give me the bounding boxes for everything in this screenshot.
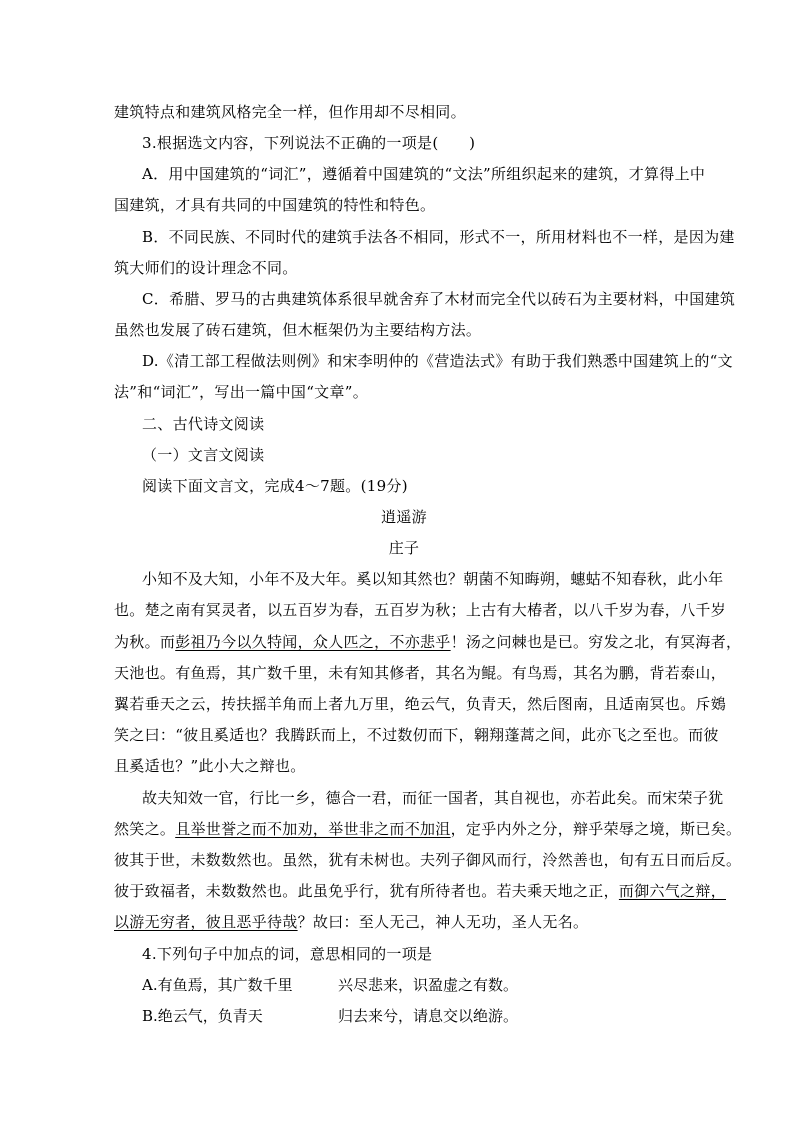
passage-line: 彼于致福者，未数数然也。此虽免乎行，犹有所待者也。若夫乘天地之正，而御六气之辩，	[114, 882, 727, 900]
passage-line: 笑之曰：“彼且奚适也？我腾跃而上，不过数仞而下，翱翔蓬蒿之间，此亦飞之至也。而彼	[114, 726, 719, 744]
option-left: B.绝云气，负青天	[142, 1007, 263, 1025]
subsection-heading: （一）文言文阅读	[142, 446, 265, 464]
underlined-sentence: 以游无穷者，彼且恶乎待哉	[114, 913, 298, 931]
question-4-stem: 4.下列句子中加点的词，意思相同的一项是	[142, 945, 433, 963]
passage-author: 庄子	[388, 539, 420, 557]
passage-line: 故夫知效一官，行比一乡，德合一君，而征一国者，其自视也，亦若此矣。而宋荣子犹	[142, 789, 724, 807]
underlined-sentence: 而御六气之辩，	[618, 882, 727, 900]
option-right: 兴尽悲来，识盈虚之有数。	[338, 976, 519, 994]
option-a-line-1: A．用中国建筑的“词汇”，遵循着中国建筑的“文法”所组织起来的建筑，才算得上中	[142, 165, 706, 183]
reading-instruction: 阅读下面文言文，完成4～7题。(19分)	[142, 477, 408, 495]
passage-line: 天池也。有鱼焉，其广数千里，未有知其修者，其名为鲲。有鸟焉，其名为鹏，背若泰山，	[114, 664, 727, 682]
option-c-line-2: 虽然也发展了砖石建筑，但木框架仍为主要结构方法。	[114, 321, 482, 339]
passage-line: 为秋。而彭祖乃今以久特闻，众人匹之，不亦悲乎！汤之问棘也是已。穷发之北，有冥海者，	[114, 633, 742, 651]
passage-line: 彼其于世，未数数然也。虽然，犹有未树也。夫列子御风而行，泠然善也，旬有五日而后反。	[114, 851, 742, 869]
question-4-option-b	[142, 1006, 694, 1026]
question-4-option-a	[142, 975, 694, 995]
option-d-line-1: D.《清工部工程做法则例》和宋李明仲的《营造法式》有助于我们熟悉中国建筑上的“文	[142, 352, 733, 370]
underlined-sentence: 且举世誉之而不加劝，举世非之而不加沮	[175, 820, 451, 838]
option-right: 归去来兮，请息交以绝游。	[338, 1007, 519, 1025]
passage-line: 以游无穷者，彼且恶乎待哉？故曰：至人无己，神人无功，圣人无名。	[114, 913, 589, 931]
underlined-sentence: 彭祖乃今以久特闻，众人匹之，不亦悲乎	[175, 633, 451, 651]
passage-line: 且奚适也？”此小大之辩也。	[114, 757, 306, 775]
option-a-line-2: 国建筑，才具有共同的中国建筑的特性和特色。	[114, 196, 436, 214]
passage-title: 逍遥游	[381, 508, 427, 526]
option-b-line-1: B．不同民族、不同时代的建筑手法各不相同，形式不一，所用材料也不一样，是因为建	[142, 228, 735, 246]
option-d-line-2: 法”和“词汇”，写出一篇中国“文章”。	[114, 383, 369, 401]
passage-line: 然笑之。且举世誉之而不加劝，举世非之而不加沮，定乎内外之分，辩乎荣辱之境，斯已矣。	[114, 820, 742, 838]
text-line: 建筑特点和建筑风格完全一样，但作用却不尽相同。	[114, 103, 466, 121]
option-left: A.有鱼焉，其广数千里	[142, 976, 293, 994]
section-heading: 二、古代诗文阅读	[142, 415, 265, 433]
question-3-stem: 3.根据选文内容，下列说法不正确的一项是( )	[142, 134, 476, 152]
option-c-line-1: C．希腊、罗马的古典建筑体系很早就舍弃了木材而完全代以砖石为主要材料，中国建筑	[142, 290, 736, 308]
passage-line: 翼若垂天之云，抟扶摇羊角而上者九万里，绝云气，负青天，然后图南，且适南冥也。斥鴳	[114, 695, 727, 713]
option-b-line-2: 筑大师们的设计理念不同。	[114, 259, 298, 277]
passage-line: 小知不及大知，小年不及大年。奚以知其然也？朝菌不知晦朔，蟪蛄不知春秋，此小年	[142, 570, 724, 588]
passage-line: 也。楚之南有冥灵者，以五百岁为春，五百岁为秋；上古有大椿者，以八千岁为春，八千岁	[114, 601, 727, 619]
